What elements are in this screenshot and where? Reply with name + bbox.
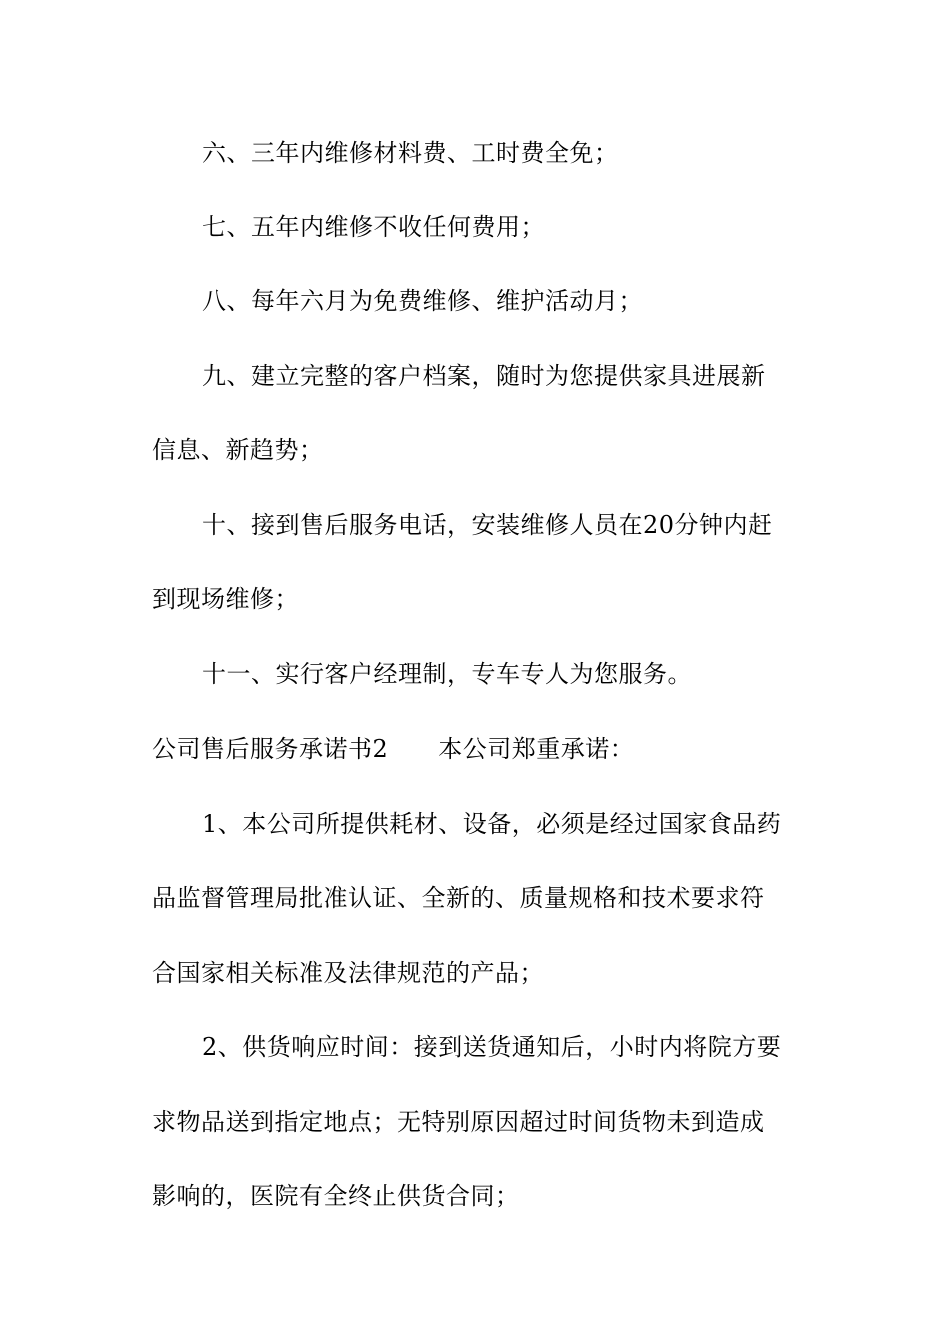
paragraph-line: 十一、实行客户经理制，专车专人为您服务。 bbox=[202, 660, 692, 688]
paragraph-line: 八、每年六月为免费维修、维护活动月； bbox=[202, 287, 643, 315]
paragraph-line: 品监督管理局批准认证、全新的、质量规格和技术要求符 bbox=[152, 884, 765, 912]
section-heading bbox=[152, 734, 812, 764]
paragraph-line: 六、三年内维修材料费、工时费全免； bbox=[202, 139, 619, 167]
paragraph-line: 影响的，医院有全终止供货合同； bbox=[152, 1182, 520, 1210]
paragraph-line: 七、五年内维修不收任何费用； bbox=[202, 213, 545, 241]
paragraph-line: 2、供货响应时间：接到送货通知后，小时内将院方要 bbox=[202, 1033, 782, 1061]
paragraph-line: 九、建立完整的客户档案，随时为您提供家具进展新 bbox=[202, 362, 766, 390]
paragraph-line: 信息、新趋势； bbox=[152, 436, 324, 464]
paragraph-line: 合国家相关标准及法律规范的产品； bbox=[152, 959, 544, 987]
paragraph-line: 到现场维修； bbox=[152, 585, 299, 613]
paragraph-line: 十、接到售后服务电话，安装维修人员在20分钟内赶 bbox=[202, 511, 773, 539]
paragraph-line: 求物品送到指定地点；无特别原因超过时间货物未到造成 bbox=[152, 1108, 765, 1136]
paragraph-line: 1、本公司所提供耗材、设备，必须是经过国家食品药 bbox=[202, 810, 782, 838]
section-subtitle: 本公司郑重承诺： bbox=[438, 735, 635, 763]
section-title: 公司售后服务承诺书2 bbox=[152, 735, 389, 763]
